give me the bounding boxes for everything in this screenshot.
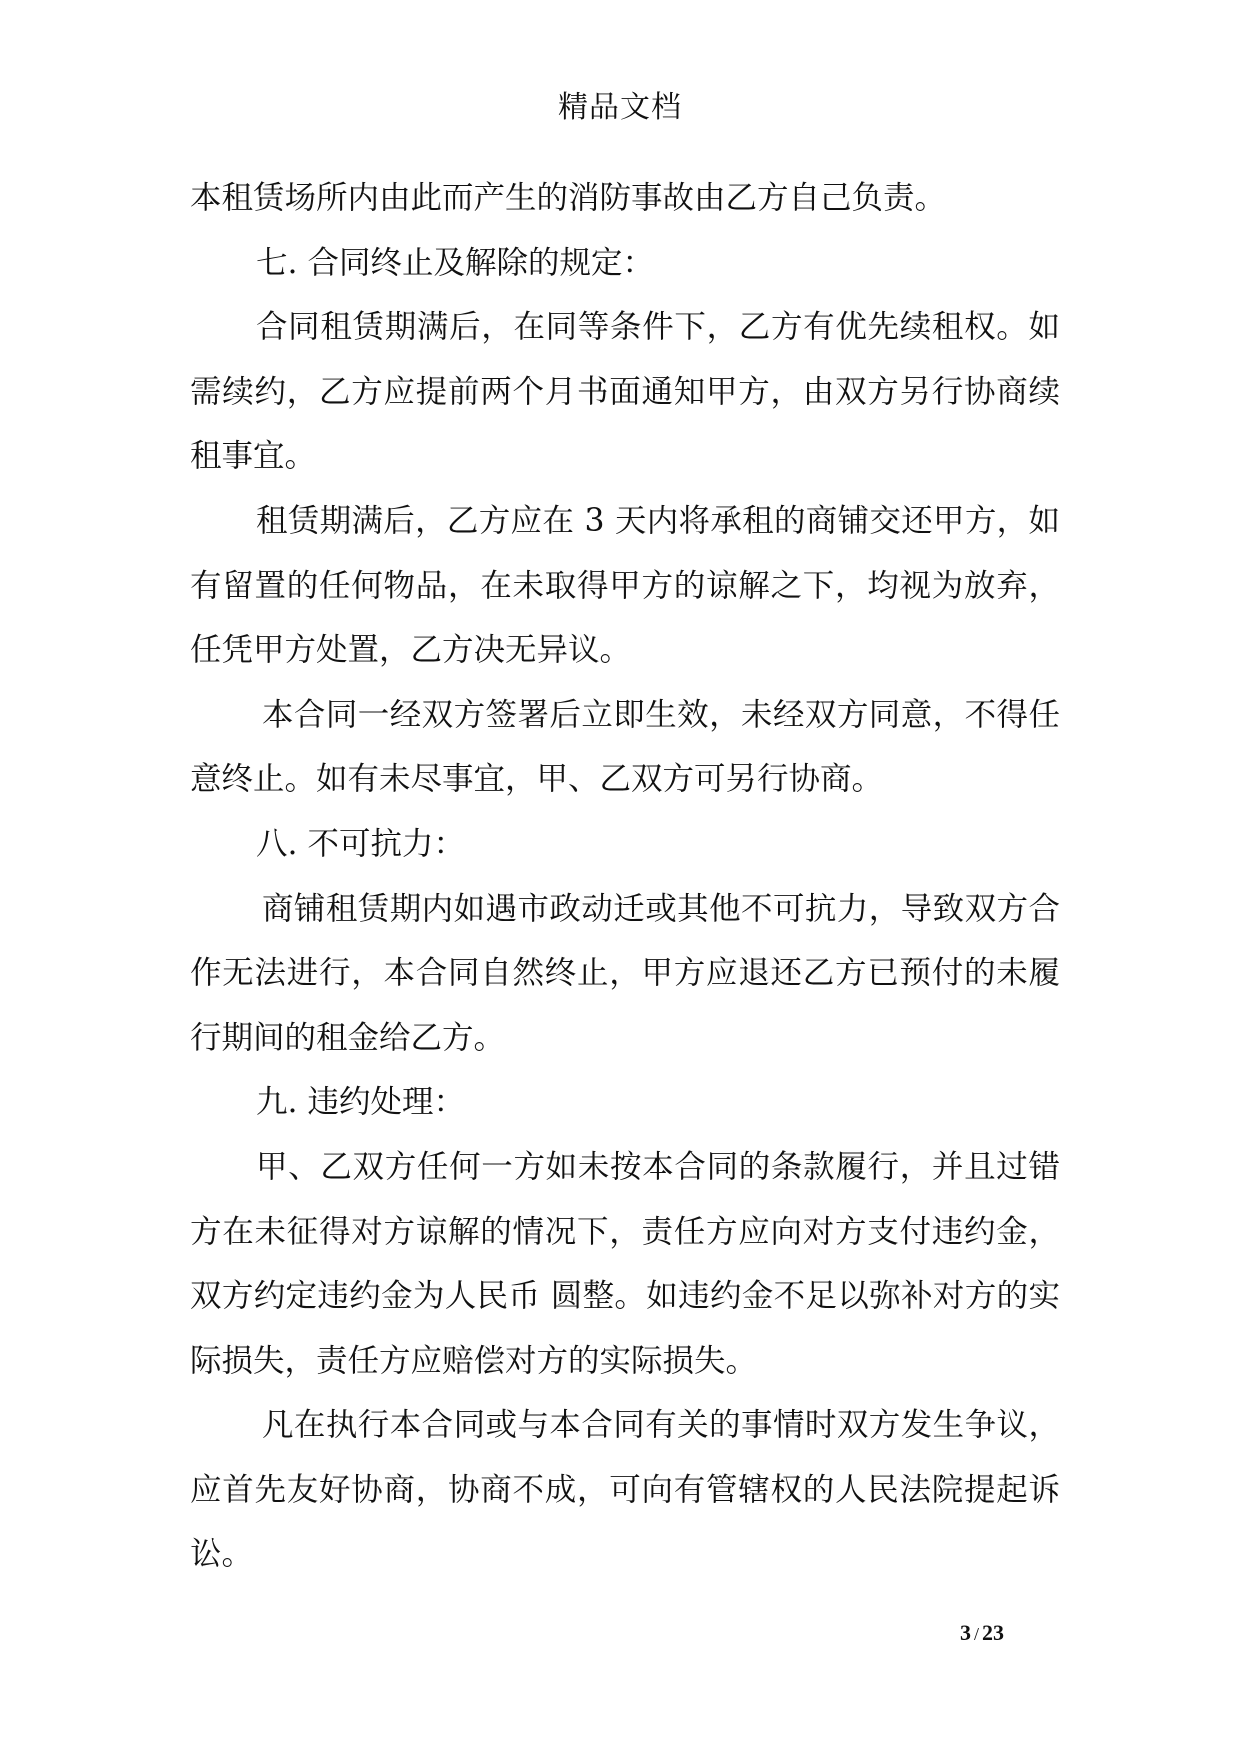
paragraph-force-majeure: 商铺租赁期内如遇市政动迁或其他不可抗力，导致双方合作无法进行，本合同自然终止，甲方应退还乙方已预付的未履行期间的租金给乙方。 <box>190 890 1060 1056</box>
paragraph-dispute: 凡在执行本合同或与本合同有关的事情时双方发生争议，应首先友好协商，协商不成，可向有管辖权的人民法院提起诉讼。 <box>190 1407 1060 1573</box>
page-number <box>960 1618 1004 1649</box>
section-heading-force-majeure: 八. 不可抗力： <box>256 825 466 862</box>
document-body <box>190 166 1060 1587</box>
paragraph-effective: 本合同一经双方签署后立即生效，未经双方同意，不得任意终止。如有未尽事宜，甲、乙双方可另行协商。 <box>190 696 1060 798</box>
paragraph-return-shop: 租赁期满后，乙方应在 3 天内将承租的商铺交还甲方，如有留置的任何物品，在未取得甲方的谅解之下，均视为放弃，任凭甲方处置，乙方决无异议。 <box>190 502 1060 669</box>
paragraph-renewal: 合同租赁期满后，在同等条件下，乙方有优先续租权。如需续约，乙方应提前两个月书面通知甲方，由双方另行协商续租事宜。 <box>190 309 1060 475</box>
section-heading-termination: 七. 合同终止及解除的规定： <box>256 244 655 281</box>
section-heading-breach: 九. 违约处理： <box>256 1084 466 1121</box>
page-header: 精品文档 <box>558 90 682 125</box>
current-page-number: 3 <box>960 1620 971 1645</box>
page-number-separator: / <box>974 1624 980 1644</box>
total-page-count: 23 <box>982 1620 1005 1645</box>
paragraph-fire-responsibility: 本租赁场所内由此而产生的消防事故由乙方自己负责。 <box>190 180 947 216</box>
paragraph-breach: 甲、乙双方任何一方如未按本合同的条款履行，并且过错方在未征得对方谅解的情况下，责任方应向对方支付违约金，双方约定违约金为人民币 圆整。如违约金不足以弥补对方的实际损失，责任方应赔偿对方的实际损失。 <box>190 1148 1060 1379</box>
